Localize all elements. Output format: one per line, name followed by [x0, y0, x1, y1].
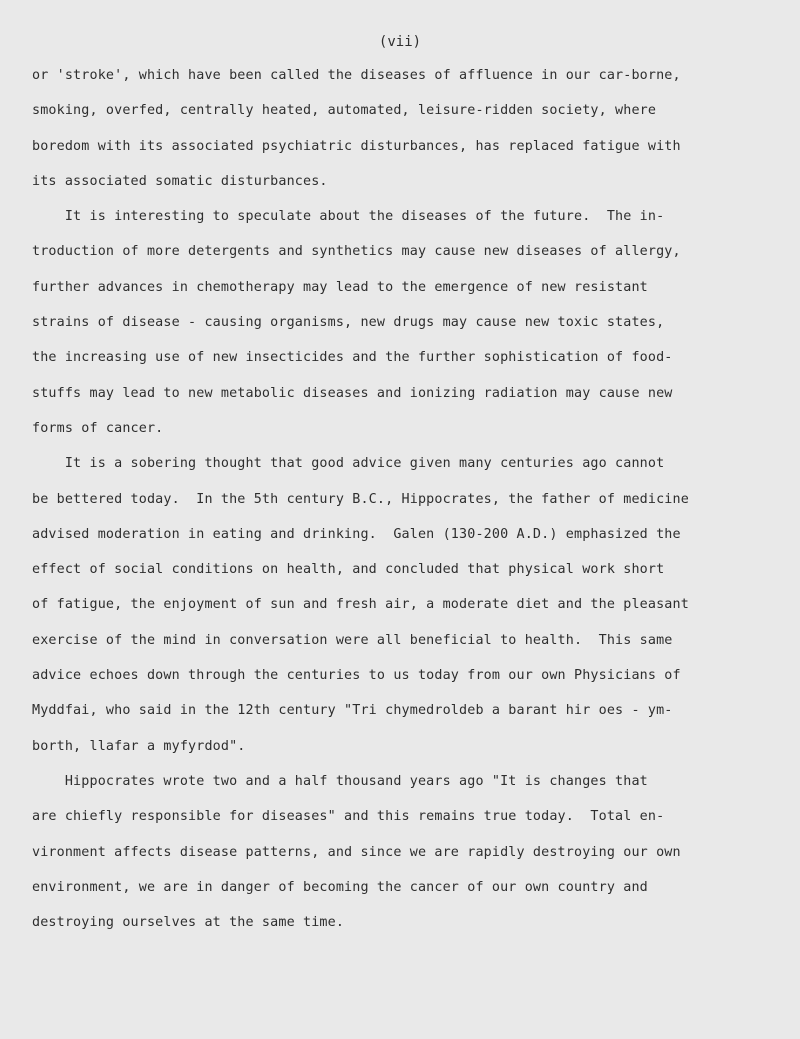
text-line: be bettered today. In the 5th century B.C., Hippocrates, the father of medicine	[32, 491, 689, 507]
text-line: of fatigue, the enjoyment of sun and fresh air, a moderate diet and the pleasant	[32, 597, 689, 613]
text-line: its associated somatic disturbances.	[32, 173, 328, 189]
text-line: It is a sobering thought that good advice given many centuries ago cannot	[32, 456, 665, 472]
text-line: strains of disease - causing organisms, new drugs may cause new toxic states,	[32, 315, 665, 331]
text-line: stuffs may lead to new metabolic diseases and ionizing radiation may cause new	[32, 385, 673, 401]
text-line: forms of cancer.	[32, 420, 164, 436]
text-line: Myddfai, who said in the 12th century "Tri chymedroldeb a barant hir oes - ym-	[32, 703, 673, 719]
text-line: are chiefly responsible for diseases" and this remains true today. Total en-	[32, 809, 665, 825]
text-line: smoking, overfed, centrally heated, automated, leisure-ridden society, where	[32, 103, 657, 119]
text-line: advice echoes down through the centuries to us today from our own Physicians of	[32, 668, 681, 684]
text-line: the increasing use of new insecticides and the further sophistication of food-	[32, 350, 673, 366]
text-line: boredom with its associated psychiatric disturbances, has replaced fatigue with	[32, 138, 681, 154]
body-text	[32, 58, 790, 940]
text-line: or 'stroke', which have been called the diseases of affluence in our car-borne,	[32, 68, 681, 83]
text-line: vironment affects disease patterns, and since we are rapidly destroying our own	[32, 844, 681, 860]
text-line: It is interesting to speculate about the diseases of the future. The in-	[32, 209, 665, 225]
text-line: troduction of more detergents and synthetics may cause new diseases of allergy,	[32, 244, 681, 260]
text-line: borth, llafar a myfyrdod".	[32, 738, 246, 754]
text-line: Hippocrates wrote two and a half thousand years ago "It is changes that	[32, 773, 648, 789]
page-number: (vii)	[378, 34, 422, 50]
text-line: advised moderation in eating and drinking. Galen (130-200 A.D.) emphasized the	[32, 526, 681, 542]
text-line: environment, we are in danger of becoming the cancer of our own country and	[32, 879, 648, 895]
text-line: exercise of the mind in conversation were all beneficial to health. This same	[32, 632, 673, 648]
text-line: further advances in chemotherapy may lead to the emergence of new resistant	[32, 279, 648, 295]
text-line: destroying ourselves at the same time.	[32, 915, 345, 931]
text-line: effect of social conditions on health, and concluded that physical work short	[32, 562, 665, 578]
